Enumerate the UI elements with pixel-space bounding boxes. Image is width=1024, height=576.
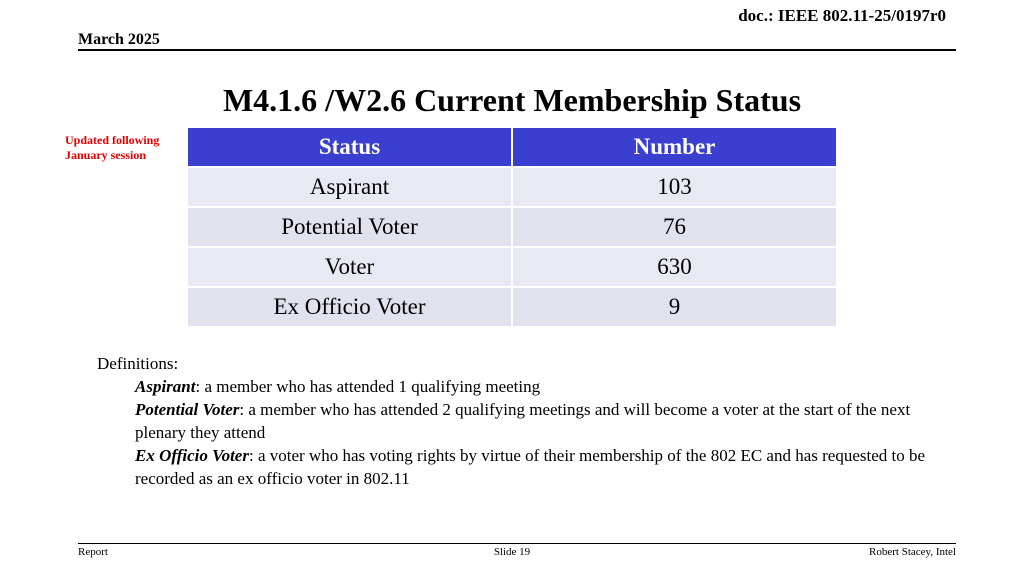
definition-potential-voter xyxy=(97,398,935,444)
table-row xyxy=(187,167,837,207)
header-number: Number xyxy=(512,127,837,167)
document-date: March 2025 xyxy=(78,31,160,48)
update-note-line-2: January session xyxy=(65,148,147,162)
table-row xyxy=(187,287,837,327)
definition-ex-officio-voter xyxy=(97,444,935,490)
cell-status: Voter xyxy=(187,247,512,287)
update-note xyxy=(65,133,159,163)
update-note-line-1: Updated following xyxy=(65,133,160,147)
header-status: Status xyxy=(187,127,512,167)
cell-number: 9 xyxy=(512,287,837,327)
definition-aspirant xyxy=(97,375,935,398)
definition-text: : a member who has attended 1 qualifying meeting xyxy=(195,377,541,396)
definition-text: : a member who has attended 2 qualifying meetings and will become a voter at the start of the next plenary they attend xyxy=(135,400,911,442)
cell-status: Potential Voter xyxy=(187,207,512,247)
definitions-block xyxy=(97,352,935,490)
definition-text: : a voter who has voting rights by virtue of their membership of the 802 EC and has requested to be recorded as an ex officio voter in 802.11 xyxy=(135,446,926,488)
cell-status: Ex Officio Voter xyxy=(187,287,512,327)
slide-number: Slide 19 xyxy=(493,546,531,558)
membership-table xyxy=(186,126,838,328)
header-rule xyxy=(78,49,956,51)
footer-rule xyxy=(78,543,956,544)
cell-number: 76 xyxy=(512,207,837,247)
slide-title: M4.1.6 /W2.6 Current Membership Status xyxy=(222,82,802,118)
definitions-heading: Definitions: xyxy=(97,354,179,373)
cell-number: 630 xyxy=(512,247,837,287)
table-header-row xyxy=(187,127,837,167)
definition-term: Aspirant xyxy=(135,377,196,396)
footer-left: Report xyxy=(78,546,108,558)
table-row xyxy=(187,247,837,287)
definition-term: Potential Voter xyxy=(135,400,240,419)
document-id: doc.: IEEE 802.11-25/0197r0 xyxy=(738,6,946,25)
table-row xyxy=(187,207,837,247)
cell-status: Aspirant xyxy=(187,167,512,207)
footer-author: Robert Stacey, Intel xyxy=(869,546,956,558)
definition-term: Ex Officio Voter xyxy=(135,446,249,465)
cell-number: 103 xyxy=(512,167,837,207)
